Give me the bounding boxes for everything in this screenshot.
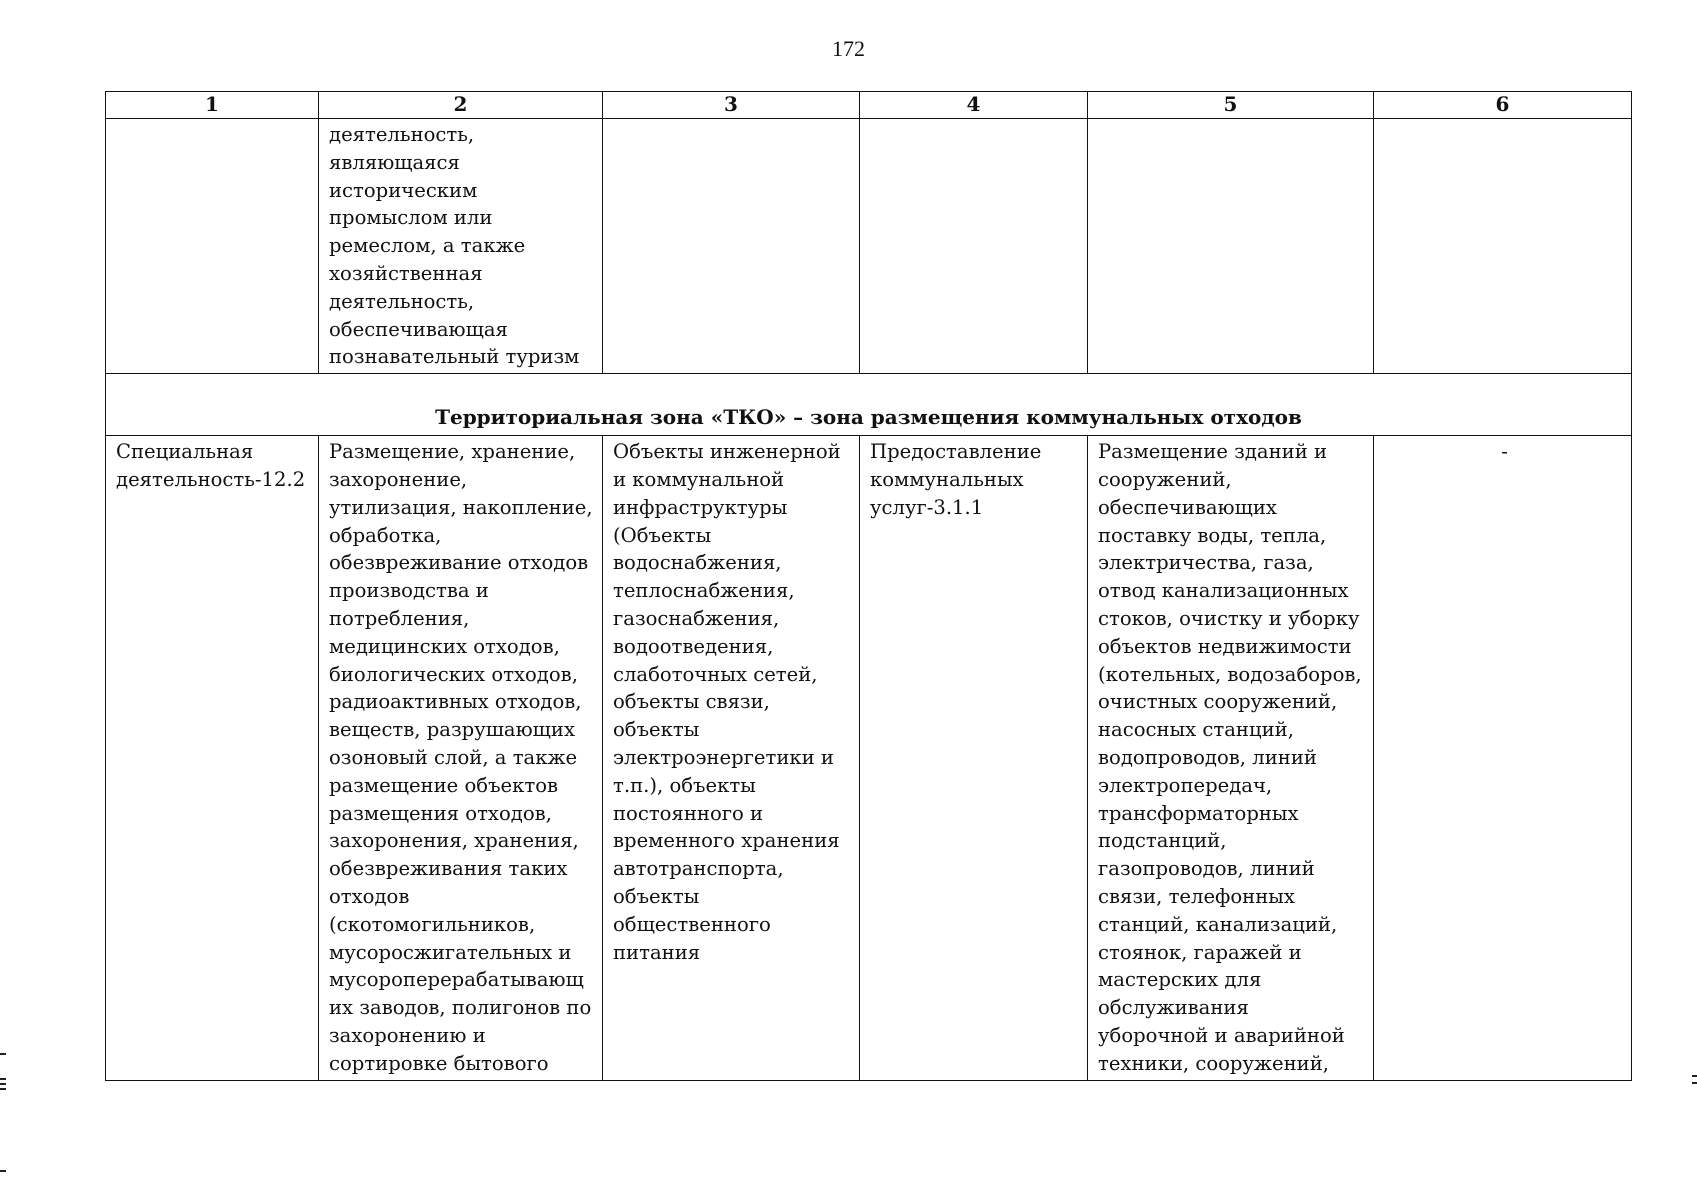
page-number: 172 [832, 36, 865, 61]
cell-auxiliary-description: Размещение зданий и сооружений, обеспечивающих поставку воды, тепла, электричества, газа, отвод канализационных стоков, очистку и уборку объектов недвижимости (котельных, водозаборов, очистных сооружений, насосных станций, водопроводов, линий электропередач, трансформаторных подстанций, газопроводов, линий связи, телефонных станций, канализаций, стоянок, гаражей и мастерских для обслуживания уборочной и аварийной техники, сооружений, [1088, 436, 1374, 1080]
table-row [106, 119, 1632, 374]
cell-auxiliary-use [860, 119, 1088, 374]
cell-use-description: деятельность, являющаяся историческим промыслом или ремеслом, а также хозяйственная деятельность, обеспечивающая познавательный туризм [319, 119, 603, 374]
zone-title: Территориальная зона «ТКО» – зона размещения коммунальных отходов [106, 374, 1632, 436]
scan-mark-left [0, 1083, 6, 1085]
header-col-2: 2 [319, 92, 603, 119]
cell-auxiliary-description [1088, 119, 1374, 374]
cell-use-type: Специальная деятельность-12.2 [106, 436, 319, 1080]
cell-auxiliary-use: Предоставление коммунальных услуг-3.1.1 [860, 436, 1088, 1080]
cell-notes [1374, 119, 1632, 374]
header-col-4: 4 [860, 92, 1088, 119]
header-row [106, 92, 1632, 119]
header-col-5: 5 [1088, 92, 1374, 119]
scan-mark-left [0, 1170, 6, 1172]
cell-use-description: Размещение, хранение, захоронение, утилизация, накопление, обработка, обезвреживание отходов производства и потребления, медицинских отходов, биологических отходов, радиоактивных отходов, веществ, разрушающих озоновый слой, а также размещение объектов размещения отходов, захоронения, хранения, обезвреживания таких отходов (скотомогильников, мусоросжигательных и мусороперерабатывающ их заводов, полигонов по захоронению и сортировке бытового [319, 436, 603, 1080]
scan-mark-left [0, 1053, 6, 1055]
cell-use-type [106, 119, 319, 374]
scan-mark-right [1692, 1082, 1697, 1084]
header-col-1: 1 [106, 92, 319, 119]
header-col-3: 3 [603, 92, 860, 119]
land-use-table [105, 91, 1632, 1081]
header-col-6: 6 [1374, 92, 1632, 119]
cell-objects: Объекты инженерной и коммунальной инфраструктуры (Объекты водоснабжения, теплоснабжения, газоснабжения, водоотведения, слаботочных сетей, объекты связи, объекты электроэнергетики и т.п.), объекты постоянного и временного хранения автотранспорта, объекты общественного питания [603, 436, 860, 1080]
cell-notes: - [1374, 436, 1632, 1080]
table-row [106, 436, 1632, 1080]
scan-mark-left [0, 1088, 6, 1090]
zone-title-row [106, 374, 1632, 436]
cell-objects [603, 119, 860, 374]
scan-mark-right [1692, 1075, 1697, 1077]
scan-mark-left [0, 1078, 6, 1080]
